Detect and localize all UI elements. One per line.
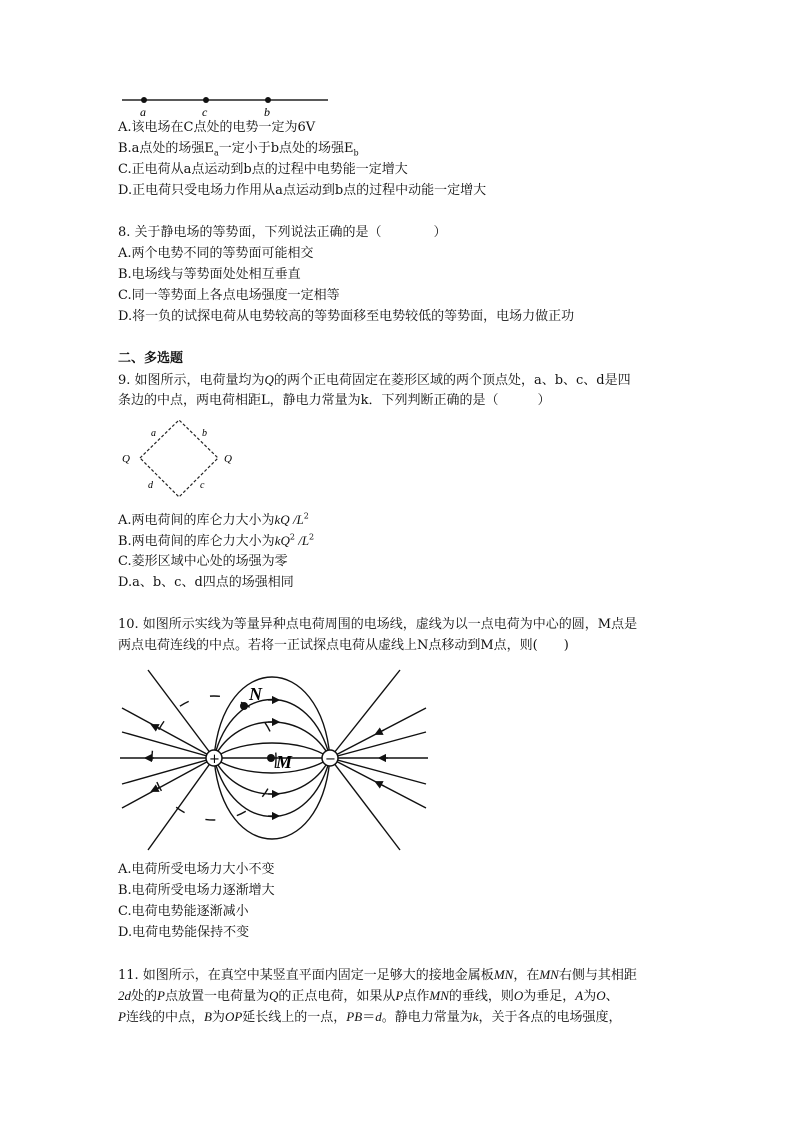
rhombus-label-q-right: Q (224, 453, 232, 465)
q10-stem-line1: 10. 如图所示实线为等量异种点电荷周围的电场线，虚线为以一点电荷为中心的圆，M点是 (118, 617, 638, 632)
q11-stem-line3: P连线的中点，B为OP延长线上的一点，PB＝d。静电力常量为k，关于各点的电场强度， (118, 1009, 622, 1025)
q8-option-b: B.电场线与等势面处处相互垂直 (118, 267, 301, 282)
point-a-label: a (140, 105, 146, 119)
q10-option-b: B.电荷所受电场力逐渐增大 (118, 883, 275, 898)
q9-option-b: B.两电荷间的库仑力大小为$kQ^2$ $/L^2$ (118, 532, 315, 549)
point-n-label: N (249, 684, 262, 704)
q7-option-a: A.该电场在C点处的电势一定为6V (118, 120, 316, 135)
q11-stem-line1: 11. 如图所示，在真空中某竖直平面内固定一足够大的接地金属板MN，在MN右侧与其相距 (118, 967, 637, 983)
q11-stem-line2: 2d处的P点放置一电荷量为Q的正点电荷，如果从P点作MN的垂线，则O为垂足，A为O、 (118, 988, 619, 1004)
q8-stem: 8. 关于静电场的等势面，下列说法正确的是（ ） (118, 225, 447, 240)
section-title: 二、多选题 (118, 351, 184, 366)
q8-option-a: A.两个电势不同的等势面可能相交 (118, 246, 314, 261)
rhombus-figure (118, 414, 248, 506)
q10-option-d: D.电荷电势能保持不变 (118, 925, 250, 940)
negative-charge-symbol: − (325, 752, 336, 767)
q10-option-a: A.电荷所受电场力大小不变 (118, 862, 275, 877)
q9-stem-line2: 条边的中点，两电荷相距L，静电力常量为k．下列判断正确的是（ ） (118, 393, 551, 408)
q7-option-b: B.a点处的场强$E_a$一定小于b点处的场强$E_b$ (118, 141, 359, 158)
q9-option-d: D.a、b、c、d四点的场强相同 (118, 575, 294, 590)
abc-line-figure (118, 90, 338, 120)
q10-option-c: C.电荷电势能逐渐减小 (118, 904, 249, 919)
rhombus-label-c: c (200, 480, 205, 491)
field-lines-figure (118, 660, 430, 860)
positive-charge-symbol: + (209, 752, 220, 767)
point-m-label: M (276, 752, 293, 772)
rhombus-label-b: b (202, 428, 207, 439)
q8-option-c: C.同一等势面上各点电场强度一定相等 (118, 288, 340, 303)
rhombus-label-d: d (148, 480, 153, 491)
q7-option-d: D.正电荷只受电场力作用从a点运动到b点的过程中动能一定增大 (118, 183, 487, 198)
q9-option-c: C.菱形区域中心处的场强为零 (118, 554, 288, 569)
q9-stem-line1: 9. 如图所示，电荷量均为Q的两个正电荷固定在菱形区域的两个顶点处，a、b、c、d是四 (118, 372, 631, 388)
point-b-label: b (264, 105, 270, 119)
rhombus-label-q-left: Q (122, 453, 130, 465)
q8-option-d: D.将一负的试探电荷从电势较高的等势面移至电势较低的等势面，电场力做正功 (118, 309, 575, 324)
q10-stem-line2: 两点电荷连线的中点。若将一正试探点电荷从虚线上N点移动到M点，则( ) (118, 638, 569, 653)
q9-option-a: A.两电荷间的库仑力大小为kQ $/L^2$ (118, 511, 309, 528)
rhombus-label-a: a (151, 428, 156, 439)
point-c-label: c (202, 105, 208, 119)
q7-option-c: C.正电荷从a点运动到b点的过程中电势能一定增大 (118, 162, 408, 177)
